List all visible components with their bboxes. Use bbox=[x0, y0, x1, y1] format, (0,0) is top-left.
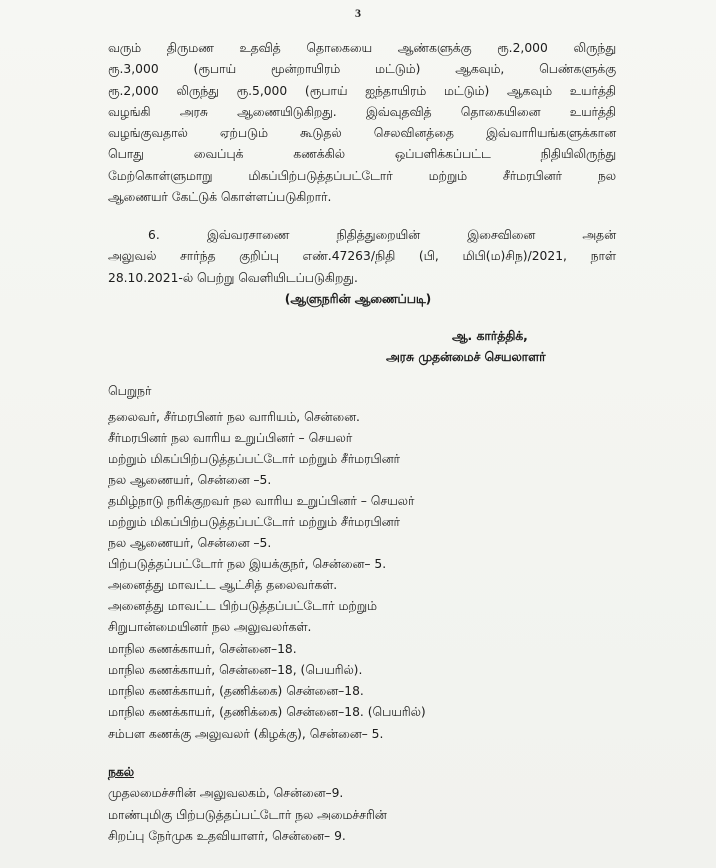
text-line: ஆணையர் கேட்டுக் கொள்ளப்படுகிறார். bbox=[108, 190, 332, 205]
recipient-item: மற்றும் மிகப்பிற்படுத்தப்பட்டோர் மற்றும் சீர்மரபினர் bbox=[108, 452, 400, 466]
recipient-item: பிற்படுத்தப்பட்டோர் நல இயக்குநர், சென்னை– 5. bbox=[108, 557, 387, 571]
recipient-item: சீர்மரபினர் நல வாரிய உறுப்பினர் – செயலர் bbox=[108, 431, 353, 445]
text-line: வழங்கி அரசு ஆணையிடுகிறது. இவ்வுதவித் தொகையினை உயர்த்தி bbox=[108, 104, 616, 119]
signatory-name: ஆ. கார்த்திக், bbox=[452, 329, 528, 343]
copy-item: சிறப்பு நேர்முக உதவியாளர், சென்னை– 9. bbox=[108, 829, 346, 843]
text-line: 28.10.2021-ல் பெற்று வெளியிடப்படுகிறது. bbox=[108, 270, 358, 285]
recipient-item: தலைவர், சீர்மரபினர் நல வாரியம், சென்னை. bbox=[108, 410, 360, 424]
recipient-item: சம்பள கணக்கு அலுவலர் (கிழக்கு), சென்னை– 5. bbox=[108, 727, 384, 741]
recipient-item: மற்றும் மிகப்பிற்படுத்தப்பட்டோர் மற்றும் சீர்மரபினர் bbox=[108, 515, 400, 529]
text-line: ரூ.3,000 (ரூபாய் மூன்றாயிரம் மட்டும்) ஆகவும், பெண்களுக்கு bbox=[108, 62, 616, 77]
text-line: வழங்குவதால் ஏற்படும் கூடுதல் செலவினத்தை இவ்வாரியங்களுக்கான bbox=[108, 126, 616, 141]
paragraph-6 bbox=[108, 225, 616, 289]
recipients-heading: பெறுநர் bbox=[108, 384, 152, 398]
recipient-item: மாநில கணக்காயர், சென்னை–18, (பெயரில்). bbox=[108, 663, 363, 677]
recipient-item: மாநில கணக்காயர், (தணிக்கை) சென்னை–18. (பெயரில்) bbox=[108, 705, 426, 719]
recipient-item: மாநில கணக்காயர், (தணிக்கை) சென்னை–18. bbox=[108, 684, 364, 698]
signatory-title: அரசு முதன்மைச் செயலாளர் bbox=[386, 350, 546, 364]
text-line: அலுவல் சார்ந்த குறிப்பு எண்.47263/நிதி (பி, மிபி(ம)சிந)/2021, நாள் bbox=[108, 249, 616, 264]
text-line: பொது வைப்புக் கணக்கில் ஒப்பளிக்கப்பட்ட நிதியிலிருந்து bbox=[108, 147, 616, 162]
paragraph-5-continued bbox=[108, 38, 616, 208]
recipient-item: தமிழ்நாடு நரிக்குறவர் நல வாரிய உறுப்பினர் – செயலர் bbox=[108, 494, 415, 508]
copy-item: முதலமைச்சரின் அலுவலகம், சென்னை–9. bbox=[108, 786, 344, 800]
text-line: மேற்கொள்ளுமாறு மிகப்பிற்படுத்தப்பட்டோர் மற்றும் சீர்மரபினர் நல bbox=[108, 168, 616, 183]
governor-order-line: (ஆளுநரின் ஆணைப்படி) bbox=[284, 292, 432, 306]
recipient-item: நல ஆணையர், சென்னை –5. bbox=[108, 473, 272, 487]
recipient-item: சிறுபான்மையினர் நல அலுவலர்கள். bbox=[108, 620, 312, 634]
text-line: ரூ.2,000 லிருந்து ரூ.5,000 (ரூபாய் ஐந்தாயிரம் மட்டும்) ஆகவும் உயர்த்தி bbox=[108, 83, 616, 98]
page-number: 3 bbox=[355, 6, 361, 20]
text-line: 6. இவ்வரசாணை நிதித்துறையின் இசைவினை அதன் bbox=[148, 228, 616, 242]
recipient-item: அனைத்து மாவட்ட ஆட்சித் தலைவர்கள். bbox=[108, 578, 338, 592]
copy-heading: நகல் bbox=[108, 765, 134, 779]
recipient-item: மாநில கணக்காயர், சென்னை–18. bbox=[108, 642, 297, 656]
text-line: வரும் திருமண உதவித் தொகையை ஆண்களுக்கு ரூ.2,000 லிருந்து bbox=[108, 41, 616, 55]
recipient-item: நல ஆணையர், சென்னை –5. bbox=[108, 536, 272, 550]
copy-item: மாண்புமிகு பிற்படுத்தப்பட்டோர் நல அமைச்சரின் bbox=[108, 808, 387, 822]
recipient-item: அனைத்து மாவட்ட பிற்படுத்தப்பட்டோர் மற்றும் bbox=[108, 599, 377, 613]
